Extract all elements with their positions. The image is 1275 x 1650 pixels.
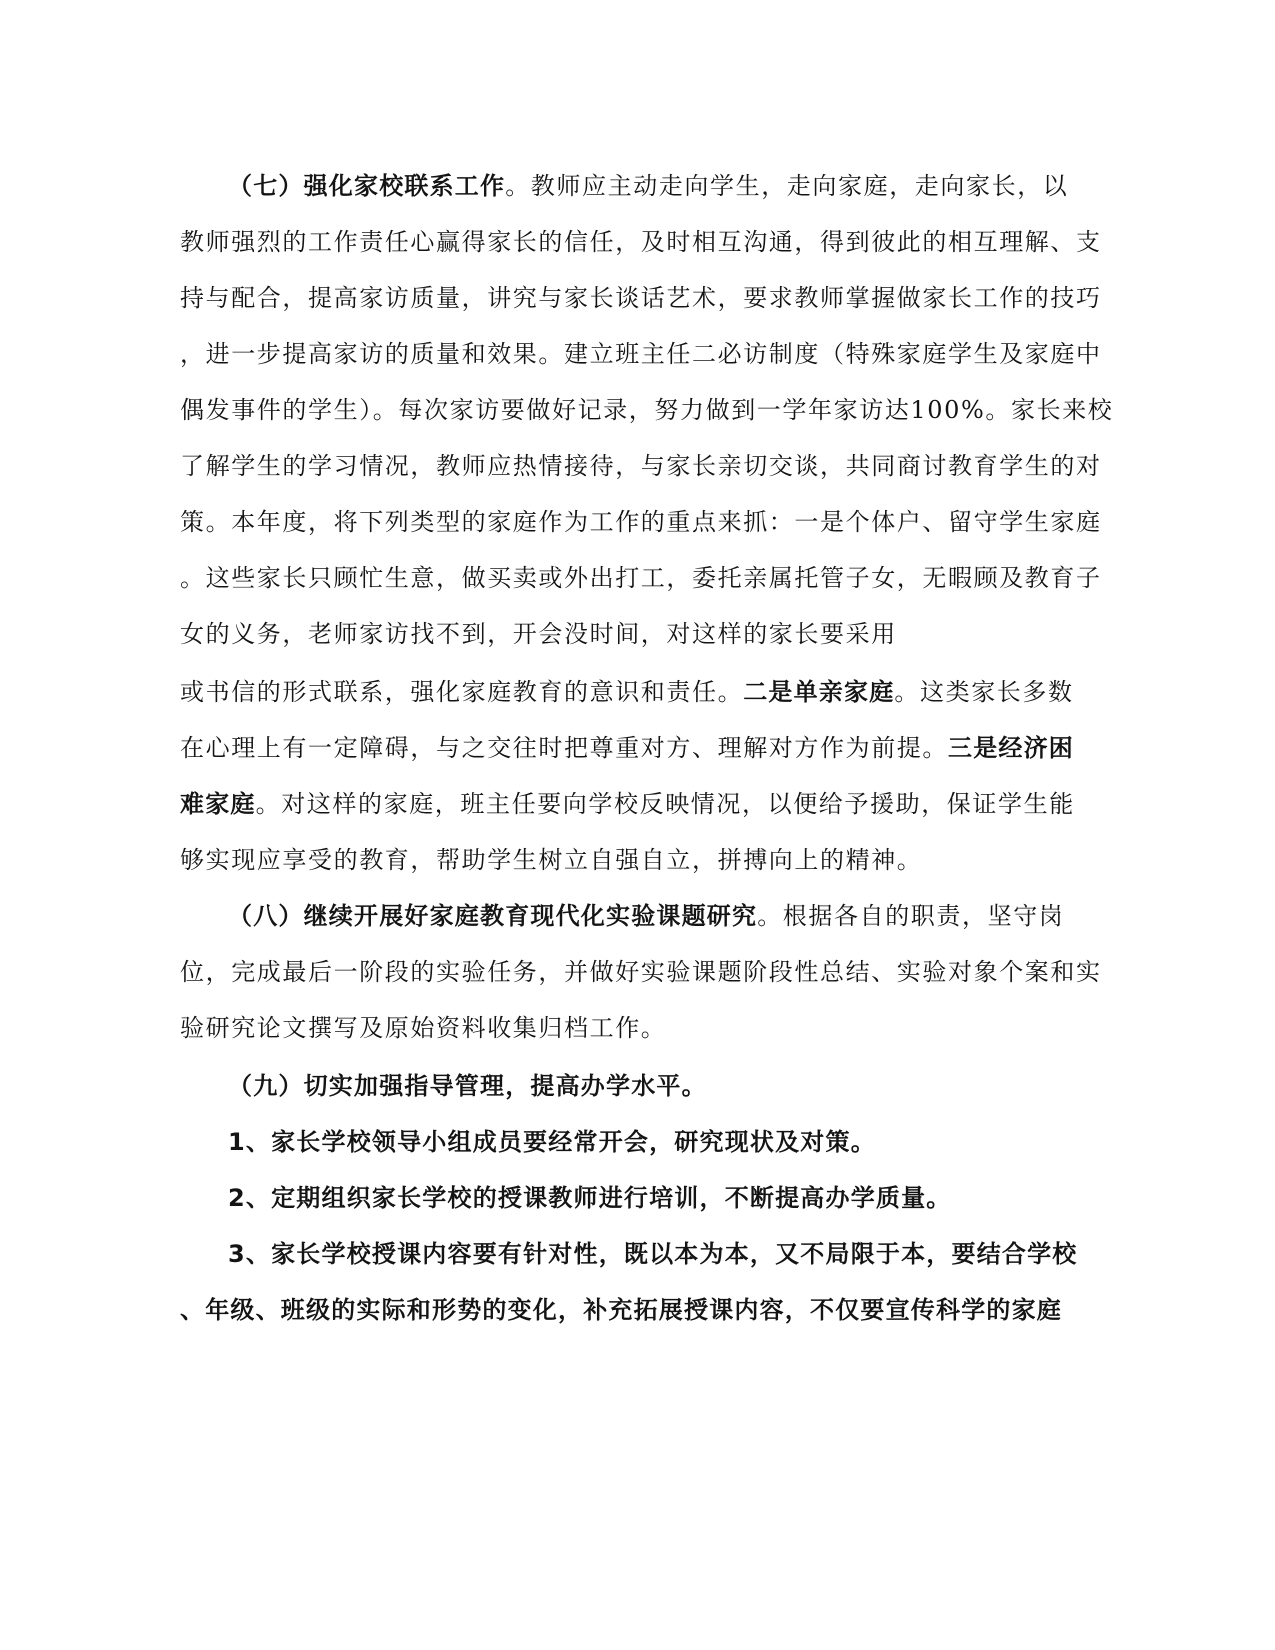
poor-family-heading-part2: 难家庭 [180,790,256,818]
section8-line-3: 验研究论文撰写及原始资料收集归档工作。 [180,1014,667,1042]
section8-line-1 [228,900,1064,932]
section9-item-2: 2、定期组织家长学校的授课教师进行培训，不断提高办学质量。 [228,1184,952,1212]
section9-item-1: 1、家长学校领导小组成员要经常开会，研究现状及对策。 [228,1128,876,1156]
section8-line-1-text: 。根据各自的职责，坚守岗 [757,902,1065,930]
section7-line-11-text-a: 在心理上有一定障碍，与之交往时把尊重对方、理解对方作为前提。 [180,734,948,762]
section9-item-3-line-1: 3、家长学校授课内容要有针对性，既以本为本，又不局限于本，要结合学校 [228,1240,1078,1268]
section9-item-3-line-2: 、年级、班级的实际和形势的变化，补充拓展授课内容，不仅要宣传科学的家庭 [180,1296,1062,1324]
section7-heading: （七）强化家校联系工作 [228,172,506,200]
section7-line-4: ，进一步提高家访的质量和效果。建立班主任二必访制度（特殊家庭学生及家庭中 [180,340,1102,368]
section7-line-7: 策。本年度，将下列类型的家庭作为工作的重点来抓：一是个体户、留守学生家庭 [180,508,1102,536]
section7-line-10-text-a: 或书信的形式联系，强化家庭教育的意识和责任。 [180,678,744,706]
section7-line-12 [180,788,1075,820]
section7-line-8: 。这些家长只顾忙生意，做买卖或外出打工，委托亲属托管子女，无暇顾及教育子 [180,564,1102,592]
single-parent-family-heading: 二是单亲家庭 [743,678,895,706]
section7-line-6: 了解学生的学习情况，教师应热情接待，与家长亲切交谈，共同商讨教育学生的对 [180,452,1102,480]
section8-heading: （八）继续开展好家庭教育现代化实验课题研究 [228,902,758,930]
section7-line-1 [228,170,1068,202]
section7-line-2: 教师强烈的工作责任心赢得家长的信任，及时相互沟通，得到彼此的相互理解、支 [180,228,1102,256]
section7-line-12-text-b: 。对这样的家庭，班主任要向学校反映情况，以便给予援助，保证学生能 [255,790,1075,818]
section8-line-2: 位，完成最后一阶段的实验任务，并做好实验课题阶段性总结、实验对象个案和实 [180,958,1102,986]
section7-line-5: 偶发事件的学生）。每次家访要做好记录，努力做到一学年家访达100%。家长来校 [180,396,1114,424]
section7-line-1-text: 。教师应主动走向学生，走向家庭，走向家长，以 [505,172,1069,200]
section7-line-13: 够实现应享受的教育，帮助学生树立自强自立，拼搏向上的精神。 [180,846,923,874]
section7-line-3: 持与配合，提高家访质量，讲究与家长谈话艺术，要求教师掌握做家长工作的技巧 [180,284,1102,312]
section7-line-11 [180,732,1074,764]
section7-line-9: 女的义务，老师家访找不到，开会没时间，对这样的家长要采用 [180,620,897,648]
section9-heading: （九）切实加强指导管理，提高办学水平。 [228,1072,707,1100]
section7-line-10-text-c: 。这类家长多数 [894,678,1074,706]
section7-line-10 [180,676,1074,708]
poor-family-heading-part1: 三是经济困 [948,734,1074,762]
